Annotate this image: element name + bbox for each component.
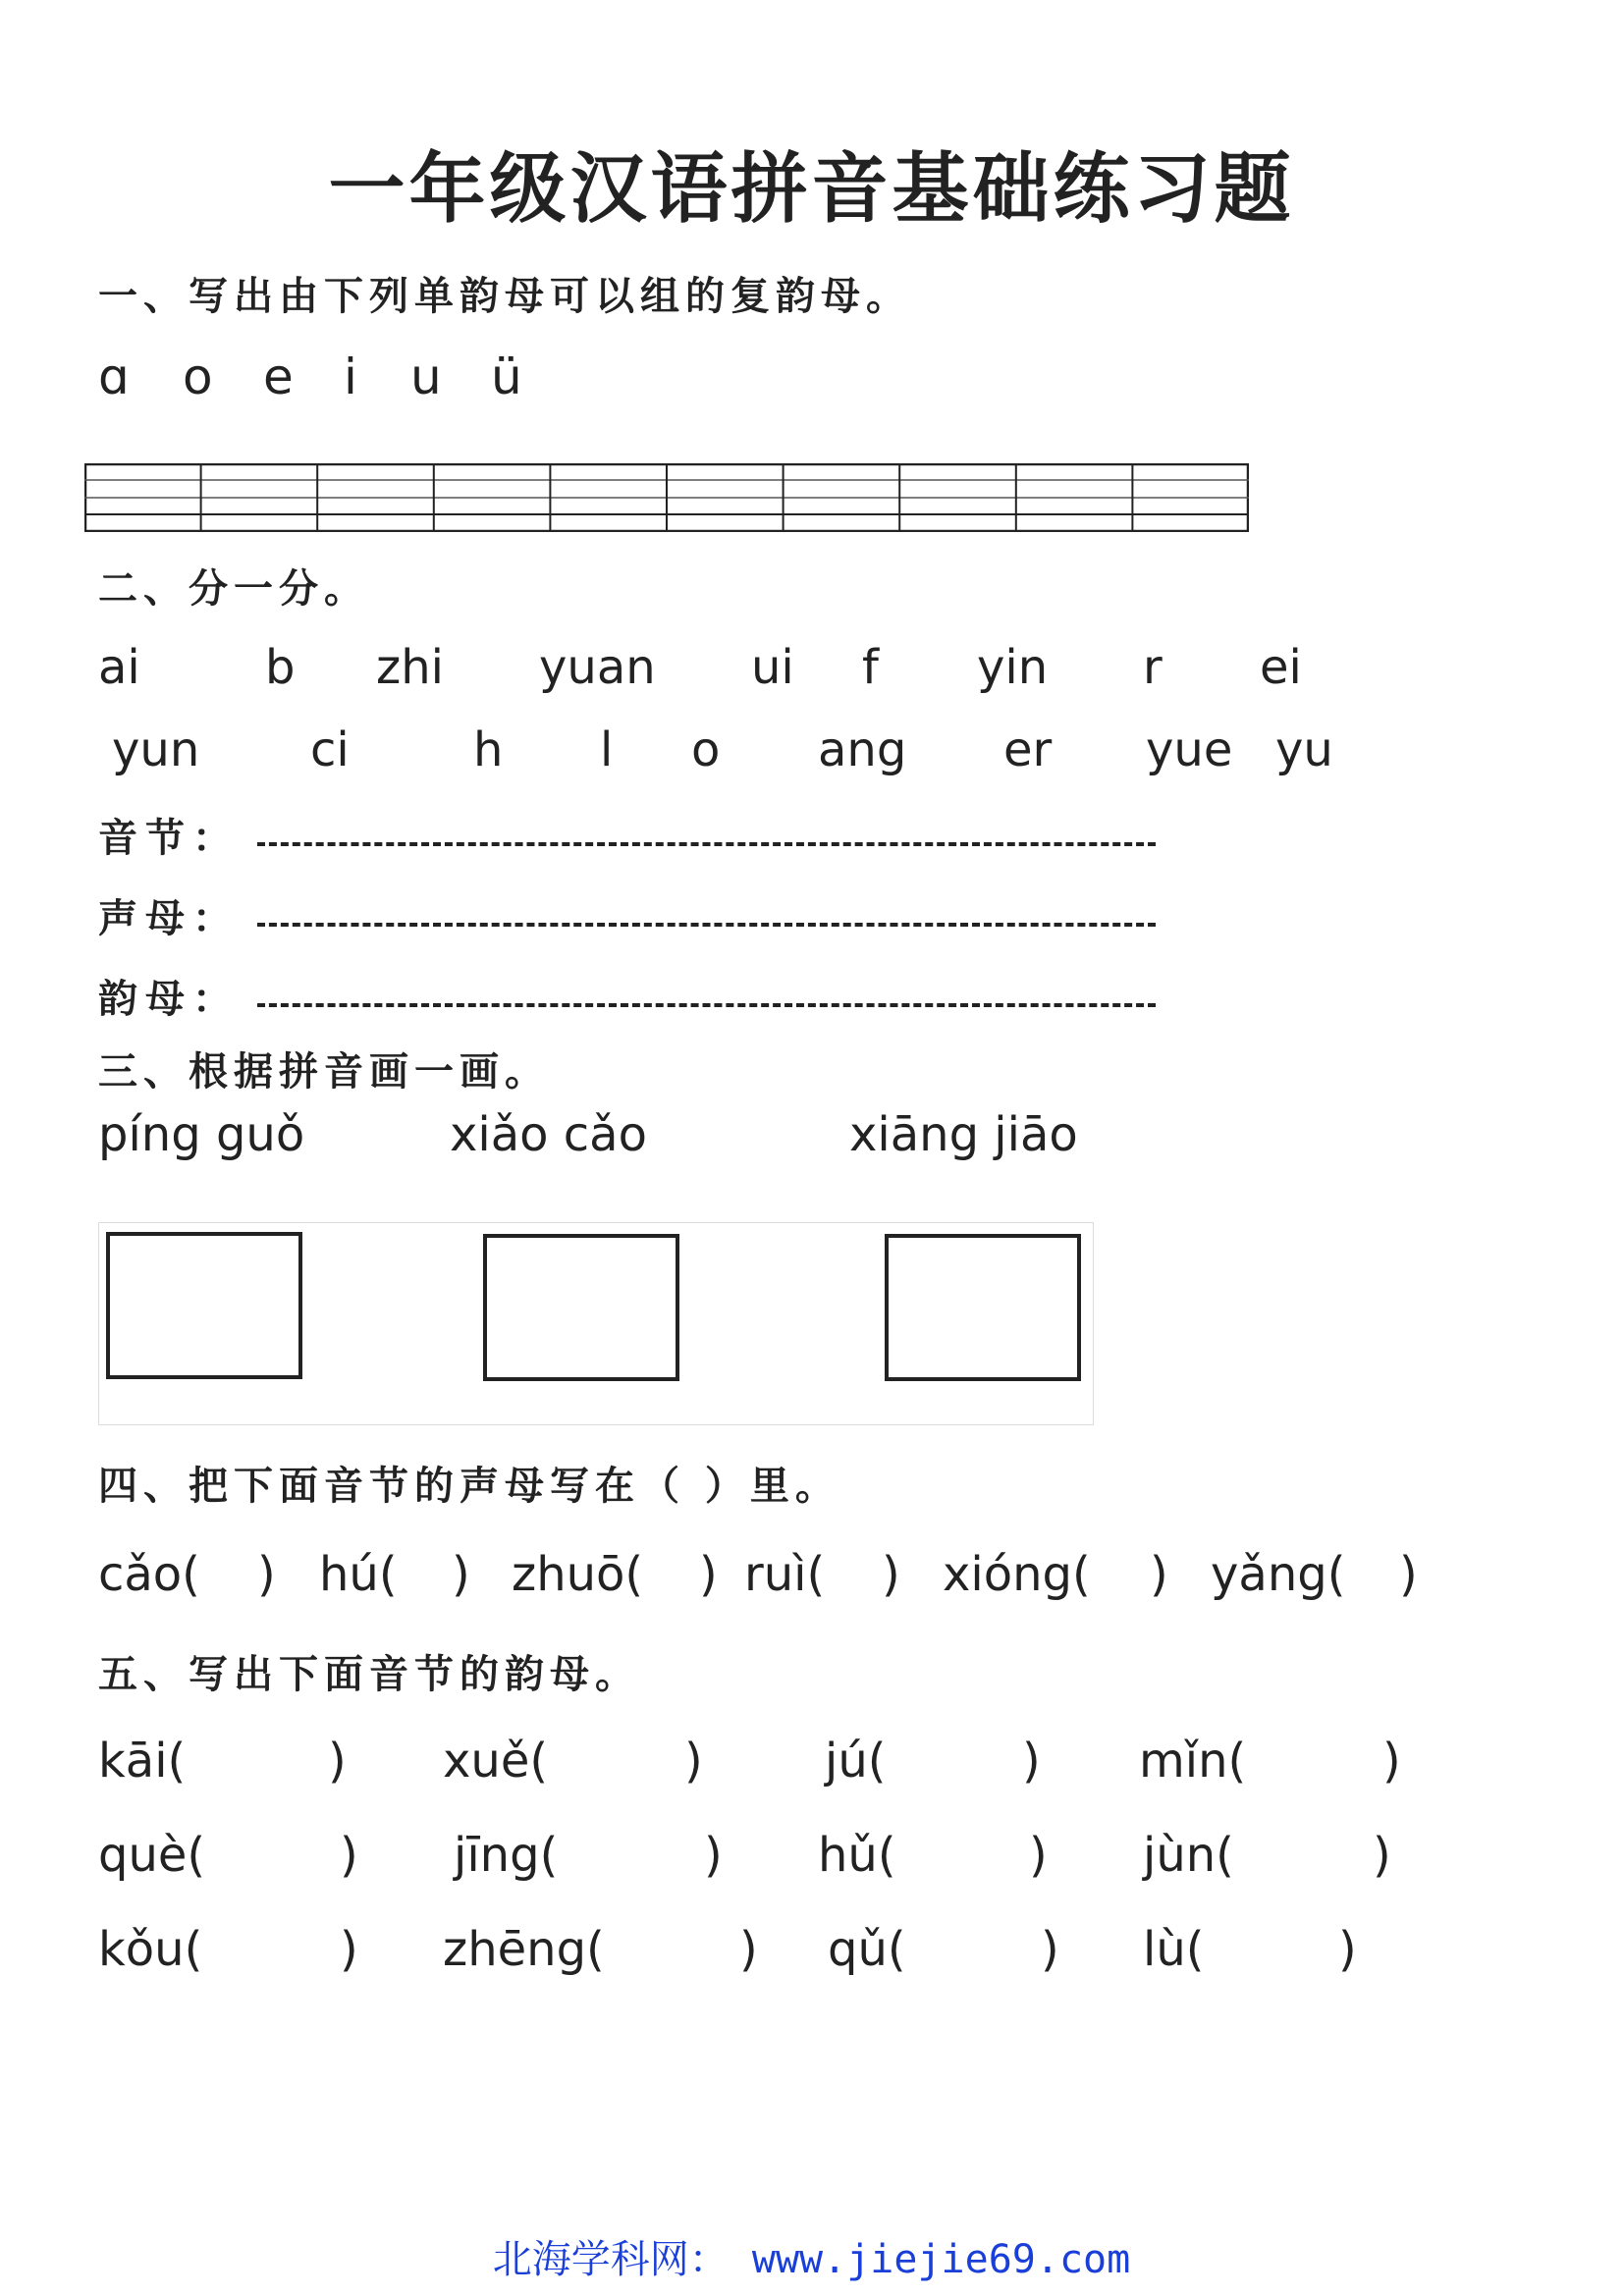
- section-1-heading: 一、写出由下列单韵母可以组的复韵母。: [98, 273, 911, 319]
- section-4-heading: 四、把下面音节的声母写在（ ）里。: [98, 1463, 840, 1509]
- sort-item: yuan: [539, 640, 656, 695]
- sort-item: ui: [751, 640, 794, 695]
- sort-item: f: [862, 640, 879, 695]
- final-item: kǒu(: [98, 1922, 203, 1977]
- final-item: kāi(: [98, 1734, 187, 1789]
- footer-website-watermark: 北海学科网： www.jiejie69.com: [492, 2237, 1131, 2282]
- syllable-answer-line[interactable]: [257, 842, 1156, 846]
- close-paren: ): [1338, 1922, 1357, 1977]
- writing-grid[interactable]: [84, 463, 1249, 532]
- sort-item: er: [1003, 722, 1053, 777]
- section-5-heading: 五、写出下面音节的韵母。: [98, 1651, 640, 1697]
- drawing-box-grass[interactable]: [483, 1234, 679, 1381]
- final-answer-line[interactable]: [257, 1003, 1156, 1007]
- initial-item: xióng(: [943, 1547, 1091, 1602]
- sort-item: yun: [112, 722, 200, 777]
- sort-item: ci: [310, 722, 350, 777]
- final-item: jùn(: [1143, 1828, 1234, 1883]
- sort-item: o: [691, 722, 721, 777]
- sort-item: ei: [1260, 640, 1302, 695]
- sort-item: yue: [1146, 722, 1233, 777]
- initial-item: cǎo(: [98, 1547, 200, 1602]
- sort-item: ang: [818, 722, 907, 777]
- sort-item: ai: [98, 640, 140, 695]
- close-paren: ): [340, 1828, 358, 1883]
- close-paren: ): [1029, 1828, 1048, 1883]
- final-label: 韵母：: [98, 976, 240, 1022]
- vowel-o: o: [183, 348, 213, 405]
- final-item: lù(: [1143, 1922, 1205, 1977]
- close-paren: ): [328, 1734, 347, 1789]
- vowel-u-umlaut: ü: [491, 348, 522, 405]
- close-paren: ): [257, 1547, 276, 1602]
- sort-item: zhi: [376, 640, 444, 695]
- initial-answer-line[interactable]: [257, 923, 1156, 927]
- draw-word-grass: xiǎo cǎo: [450, 1107, 647, 1162]
- section-3-heading: 三、根据拼音画一画。: [98, 1048, 550, 1095]
- close-paren: ): [1150, 1547, 1168, 1602]
- sort-item: yu: [1275, 722, 1333, 777]
- close-paren: ): [452, 1547, 470, 1602]
- drawing-box-apple[interactable]: [106, 1232, 302, 1379]
- vowel-u: u: [410, 348, 442, 405]
- sort-item: r: [1143, 640, 1163, 695]
- syllable-label: 音节：: [98, 815, 240, 861]
- close-paren: ): [882, 1547, 900, 1602]
- drawing-box-banana[interactable]: [885, 1234, 1081, 1381]
- initial-item: yǎng(: [1211, 1547, 1346, 1602]
- close-paren: ): [1041, 1922, 1059, 1977]
- vowel-e: e: [263, 348, 294, 405]
- sort-item: yin: [977, 640, 1049, 695]
- close-paren: ): [699, 1547, 718, 1602]
- vowel-a: ɑ: [98, 348, 130, 405]
- initial-item: zhuō(: [512, 1547, 644, 1602]
- vowel-i: i: [344, 348, 357, 405]
- close-paren: ): [1373, 1828, 1391, 1883]
- draw-word-banana: xiāng jiāo: [849, 1107, 1078, 1162]
- final-item: zhēng(: [443, 1922, 605, 1977]
- draw-word-apple: píng guǒ: [98, 1107, 305, 1162]
- initial-label: 声母：: [98, 895, 240, 941]
- section-2-heading: 二、分一分。: [98, 565, 369, 612]
- close-paren: ): [704, 1828, 723, 1883]
- sort-item: l: [600, 722, 614, 777]
- final-item: què(: [98, 1828, 206, 1883]
- sort-item: b: [265, 640, 296, 695]
- sort-item: h: [473, 722, 504, 777]
- final-item: jú(: [825, 1734, 887, 1789]
- page-title: 一年级汉语拼音基础练习题: [328, 144, 1295, 234]
- close-paren: ): [340, 1922, 358, 1977]
- close-paren: ): [1399, 1547, 1418, 1602]
- close-paren: ): [739, 1922, 758, 1977]
- final-item: xuě(: [443, 1734, 549, 1789]
- close-paren: ): [684, 1734, 703, 1789]
- initial-item: ruì(: [744, 1547, 826, 1602]
- close-paren: ): [1382, 1734, 1401, 1789]
- final-item: jīng(: [454, 1828, 559, 1883]
- close-paren: ): [1022, 1734, 1041, 1789]
- final-item: hǔ(: [818, 1828, 896, 1883]
- final-item: mǐn(: [1139, 1734, 1247, 1789]
- final-item: qǔ(: [828, 1922, 906, 1977]
- initial-item: hú(: [319, 1547, 398, 1602]
